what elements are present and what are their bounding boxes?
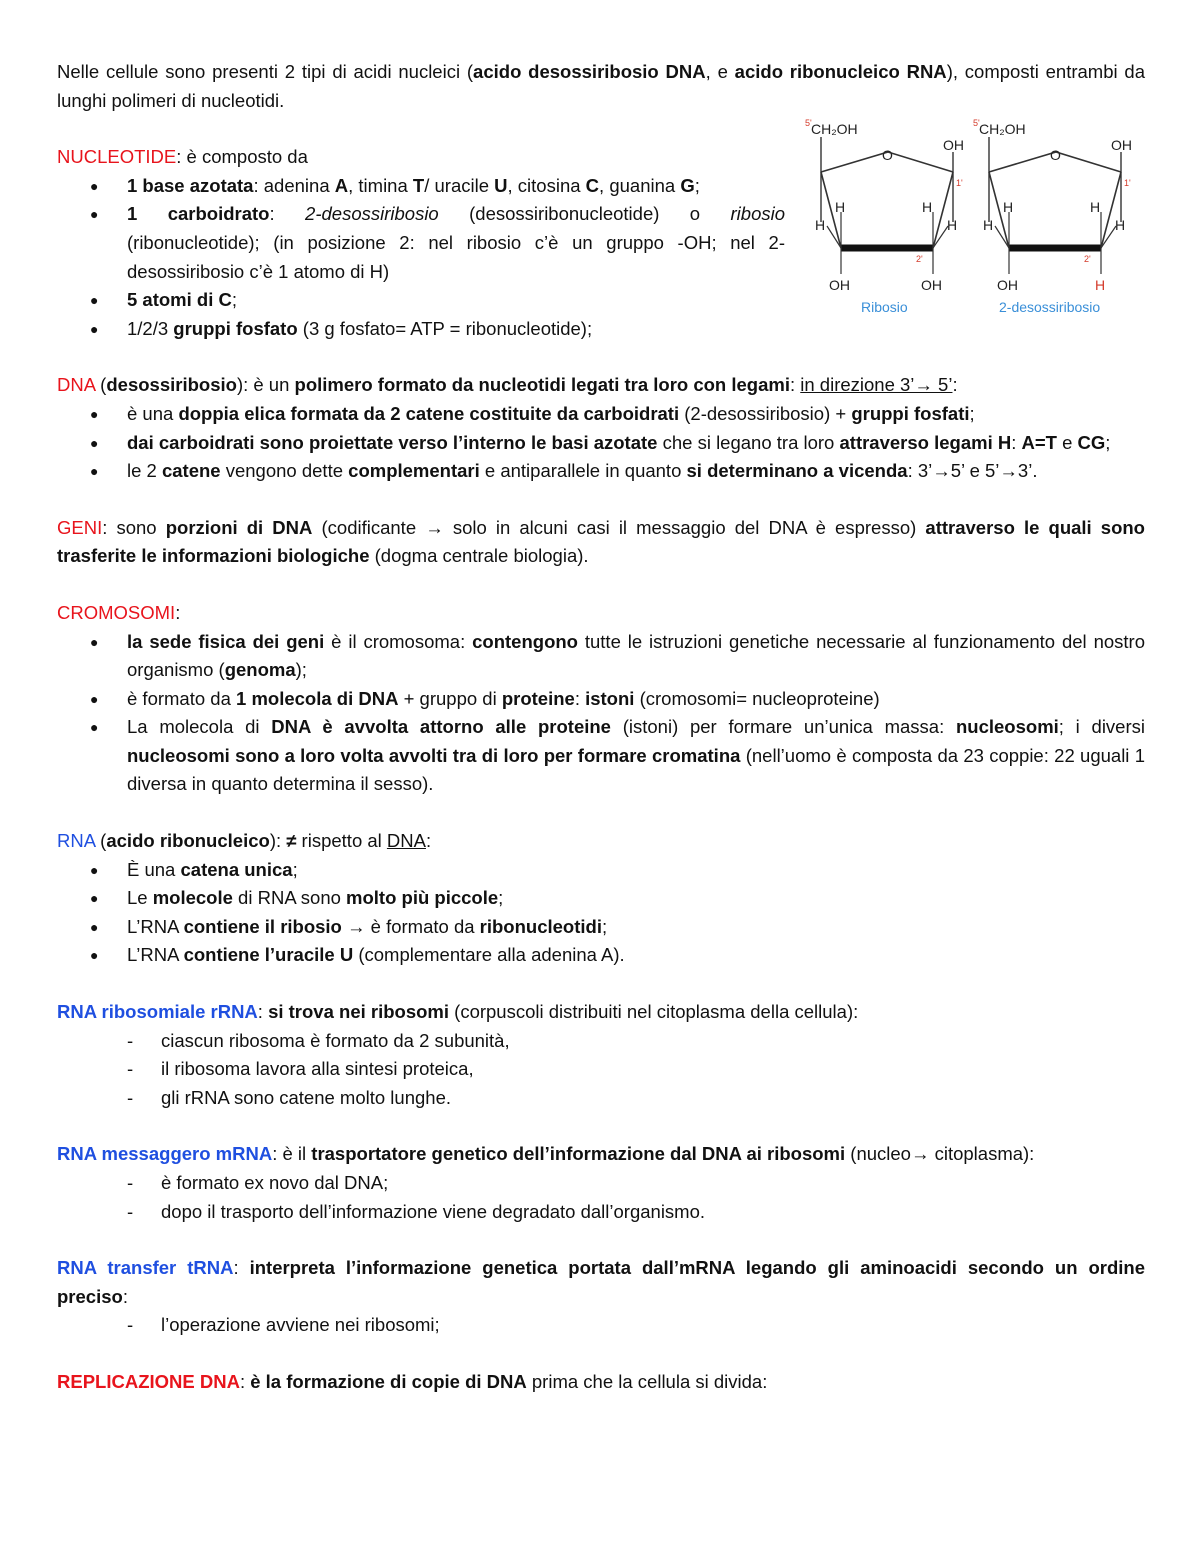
deoxy-h-label: H xyxy=(1003,199,1014,215)
cromosomi-list xyxy=(57,628,1145,800)
list-item: ● La molecola di DNA è avvolta attorno alle proteine (istoni) per formare un’unica massa: nucleosomi; i diversi nucleosomi sono a loro volta avvolti tra di loro per formare cromatina (nell’uomo è composta da 23 coppie: 22 uguali 1 diversa in quanto determina il sesso). xyxy=(57,713,1145,799)
nucleotide-heading: NUCLEOTIDE: è composto da xyxy=(57,146,308,168)
ribose-oh2-label: OH xyxy=(921,277,942,293)
document-page xyxy=(57,58,1145,1397)
deoxy-caption: 2-desossiribosio xyxy=(999,299,1101,315)
list-item: ● è formato da 1 molecola di DNA + gruppo di proteine: istoni (cromosomi= nucleoproteine) xyxy=(57,685,1145,714)
rrna-list xyxy=(57,1027,1145,1113)
list-item: ● 1 base azotata: adenina A, timina T/ uracile U, citosina C, guanina G; xyxy=(57,172,785,201)
list-item: ● le 2 catene vengono dette complementari e antiparallele in quanto si determinano a vicenda: 3’→5’ e 5’→3’. xyxy=(57,457,1145,486)
list-item: ● è una doppia elica formata da 2 catene costituite da carboidrati (2-desossiribosio) + gruppi fosfati; xyxy=(57,400,1145,429)
deoxy-oh1-label: OH xyxy=(1111,137,1132,153)
list-item: ● 1/2/3 gruppi fosfato (3 g fosfato= ATP = ribonucleotide); xyxy=(57,315,785,344)
deoxy-h2-label: H xyxy=(1095,277,1106,293)
ribose-pos1-label: 1' xyxy=(956,178,963,188)
deoxy-pos5-label: 5' xyxy=(973,118,980,128)
ribose-h-label: H xyxy=(922,199,933,215)
rrna-heading: RNA ribosomiale rRNA: si trova nei ribosomi (corpuscoli distribuiti nel citoplasma della cellula): xyxy=(57,1001,859,1023)
nucleotide-list xyxy=(57,172,785,344)
list-item: - dopo il trasporto dell’informazione viene degradato dall’organismo. xyxy=(57,1198,1145,1227)
mrna-heading: RNA messaggero mRNA: è il trasportatore genetico dell’informazione dal DNA ai ribosomi (nucleo→ citoplasma): xyxy=(57,1143,1035,1165)
list-item: - ciascun ribosoma è formato da 2 subunità, xyxy=(57,1027,1145,1056)
list-item: ● L’RNA contiene l’uracile U (complementare alla adenina A). xyxy=(57,941,1145,970)
deoxy-pos2-label: 2' xyxy=(1084,254,1091,264)
deoxy-h-label: H xyxy=(983,217,994,233)
ribose-h-label: H xyxy=(815,217,826,233)
ribose-h-label: H xyxy=(835,199,846,215)
intro-paragraph: Nelle cellule sono presenti 2 tipi di acidi nucleici (acido desossiribosio DNA, e acido ribonucleico RNA), composti entrambi da lunghi polimeri di nucleotidi. xyxy=(57,61,1145,111)
list-item: ● 1 carboidrato: 2-desossiribosio (desossiribonucleotide) o ribosio (ribonucleotide); (in posizione 2: nel ribosio c’è un gruppo -OH; nel 2-desossiribosio c’è 1 atomo di H) xyxy=(57,200,785,286)
rna-heading: RNA (acido ribonucleico): ≠ rispetto al DNA: xyxy=(57,830,432,852)
ribose-oh1-label: OH xyxy=(943,137,964,153)
trna-list xyxy=(57,1311,1145,1340)
list-item: - il ribosoma lavora alla sintesi proteica, xyxy=(57,1055,1145,1084)
replicazione-heading: REPLICAZIONE DNA: è la formazione di copie di DNA prima che la cellula si divida: xyxy=(57,1370,768,1392)
list-item: ● 5 atomi di C; xyxy=(57,286,785,315)
ribose-ch2oh-label: CH₂OH xyxy=(811,121,858,137)
list-item: ● dai carboidrati sono proiettate verso l’interno le basi azotate che si legano tra loro attraverso legami H: A=T e CG; xyxy=(57,429,1145,458)
deoxy-h-label: H xyxy=(1090,199,1101,215)
list-item: - gli rRNA sono catene molto lunghe. xyxy=(57,1084,1145,1113)
deoxy-ring-o-label: O xyxy=(1050,147,1061,163)
deoxy-ch2oh-label: CH₂OH xyxy=(979,121,1026,137)
list-item: ● la sede fisica dei geni è il cromosoma: contengono tutte le istruzioni genetiche necessarie al funzionamento del nostro organismo (genoma); xyxy=(57,628,1145,685)
nucleotide-section xyxy=(57,143,785,343)
ribose-caption: Ribosio xyxy=(861,299,908,315)
deoxy-oh3-label: OH xyxy=(997,277,1018,293)
trna-heading: RNA transfer tRNA: interpreta l’informazione genetica portata dall’mRNA legando gli aminoacidi secondo un ordine preciso: xyxy=(57,1257,1145,1307)
list-item: ● Le molecole di RNA sono molto più piccole; xyxy=(57,884,1145,913)
list-item: ● L’RNA contiene il ribosio → è formato da ribonucleotidi; xyxy=(57,913,1145,942)
list-item: - l’operazione avviene nei ribosomi; xyxy=(57,1311,1145,1340)
dna-list xyxy=(57,400,1145,486)
dna-heading: DNA (desossiribosio): è un polimero formato da nucleotidi legati tra loro con legami: in direzione 3’→ 5’: xyxy=(57,374,958,396)
geni-paragraph: GENI: sono porzioni di DNA (codificante → solo in alcuni casi il messaggio del DNA è espresso) attraverso le quali sono trasferite le informazioni biologiche (dogma centrale biologia). xyxy=(57,516,1145,567)
ribose-pos2-label: 2' xyxy=(916,254,923,264)
deoxy-h-label: H xyxy=(1115,217,1126,233)
deoxy-pos1-label: 1' xyxy=(1124,178,1131,188)
ribose-pos5-label: 5' xyxy=(805,118,812,128)
rna-list xyxy=(57,856,1145,970)
ribose-ring-o-label: O xyxy=(882,147,893,163)
cromosomi-heading: CROMOSOMI: xyxy=(57,601,181,623)
list-item: - è formato ex novo dal DNA; xyxy=(57,1169,1145,1198)
list-item: ● È una catena unica; xyxy=(57,856,1145,885)
mrna-list xyxy=(57,1169,1145,1226)
ribose-h-label: H xyxy=(947,217,958,233)
ribose-oh3-label: OH xyxy=(829,277,850,293)
